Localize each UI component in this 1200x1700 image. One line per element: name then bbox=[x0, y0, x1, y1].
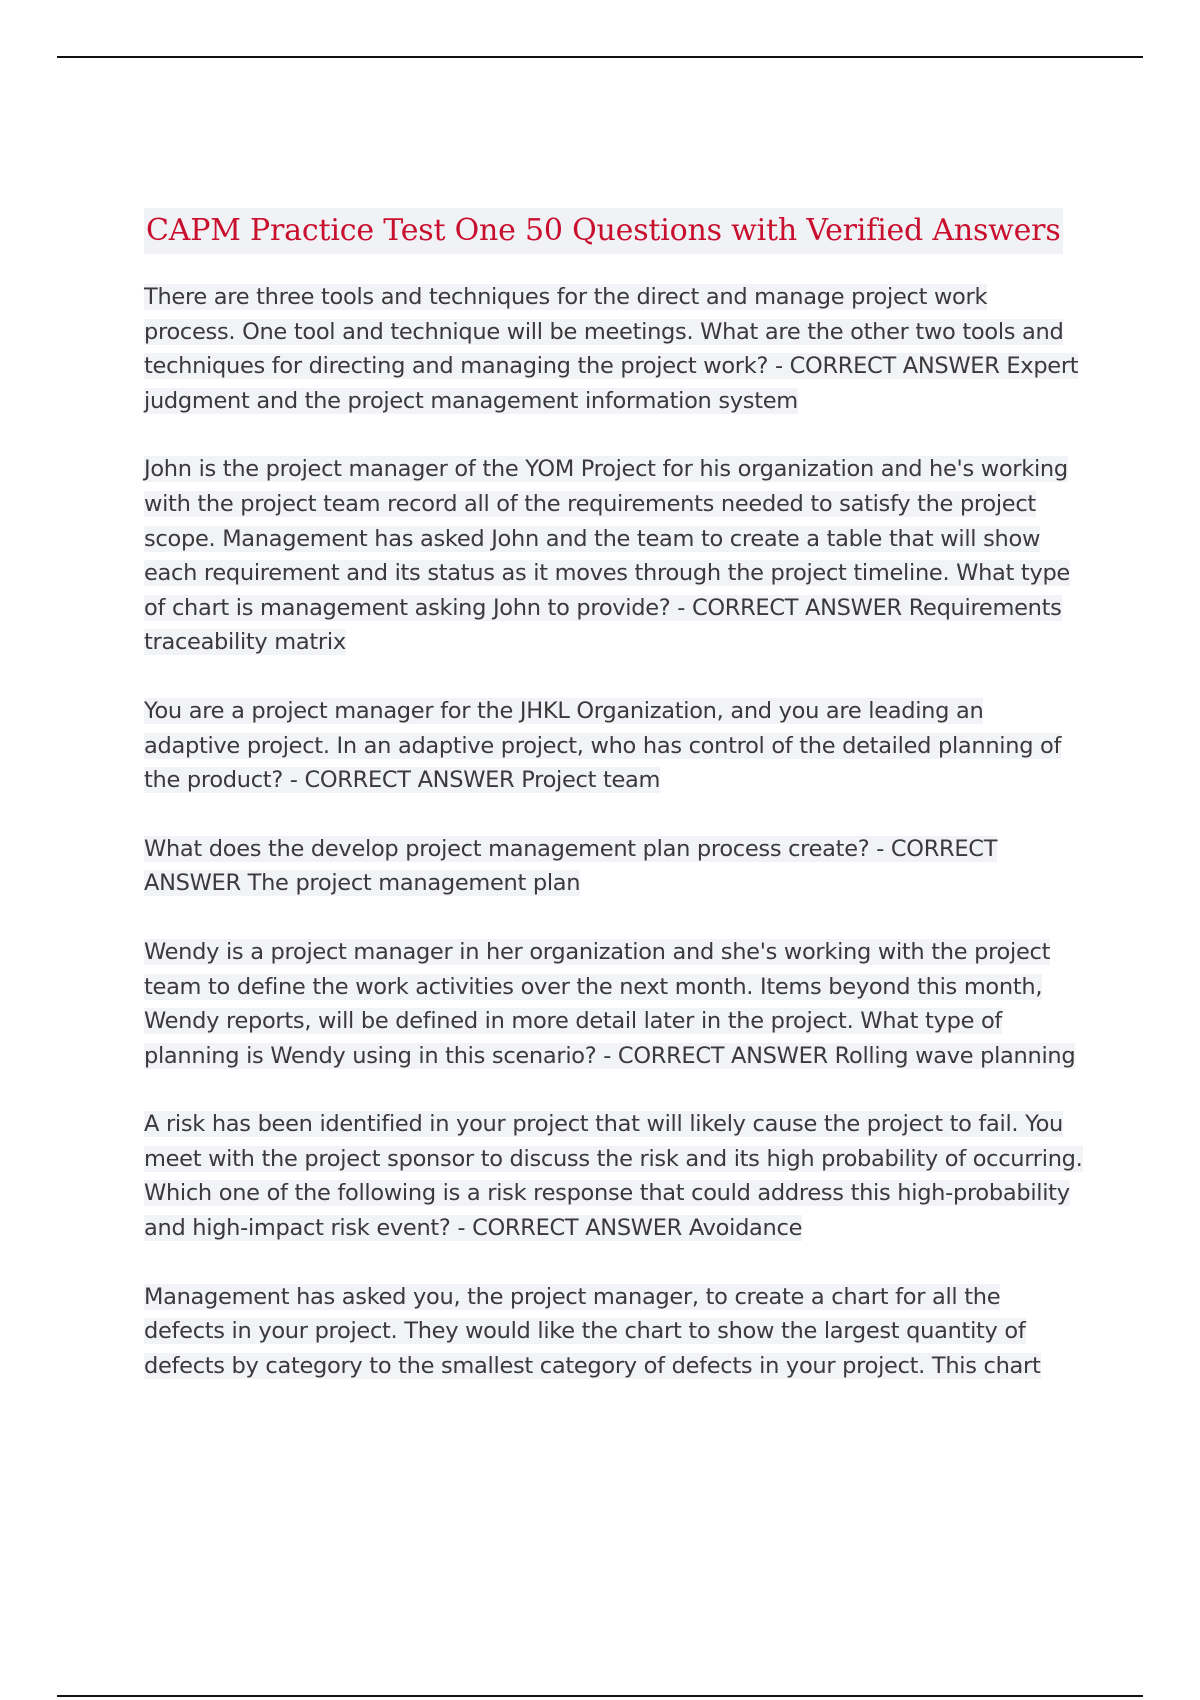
qa-entry-4 bbox=[144, 832, 1084, 901]
qa-entry-2 bbox=[144, 452, 1084, 660]
qa-entry-7 bbox=[144, 1280, 1084, 1384]
qa-text: There are three tools and techniques for the direct and manage project work process. One tool and technique will be meetings. What are the other two tools and techniques for directing and managing the project work? - CORRECT ANSWER Expert judgment and the project management information system bbox=[144, 284, 1079, 414]
qa-entry-6 bbox=[144, 1107, 1084, 1245]
qa-text: You are a project manager for the JHKL Organization, and you are leading an adaptive project. In an adaptive project, who has control of the detailed planning of the product? - CORRECT ANSWER Project team bbox=[144, 697, 1062, 794]
document-body bbox=[144, 208, 1084, 1417]
bottom-rule bbox=[57, 1695, 1143, 1697]
qa-text: What does the develop project management plan process create? - CORRECT ANSWER The project management plan bbox=[144, 835, 998, 897]
qa-text: John is the project manager of the YOM Project for his organization and he's working with the project team record all of the requirements needed to satisfy the project scope. Management has asked John and the team to create a table that will show each requirement and its status as it moves through the project timeline. What type of chart is management asking John to provide? - CORRECT ANSWER Requirements traceability matrix bbox=[144, 456, 1070, 656]
qa-entry-1 bbox=[144, 280, 1084, 418]
document-title: CAPM Practice Test One 50 Questions with Verified Answers bbox=[144, 208, 1063, 254]
qa-entry-3 bbox=[144, 694, 1084, 798]
qa-text: Wendy is a project manager in her organization and she's working with the project team to define the work activities over the next month. Items beyond this month, Wendy reports, will be defined in more detail later in the project. What type of planning is Wendy using in this scenario? - CORRECT ANSWER Rolling wave planning bbox=[144, 938, 1076, 1069]
qa-text: A risk has been identified in your project that will likely cause the project to fail. You meet with the project sponsor to discuss the risk and its high probability of occurring. Which one of the following is a risk response that could address this high-probability and high-impact risk event? - CORRECT ANSWER Avoidance bbox=[144, 1111, 1083, 1242]
qa-entry-5 bbox=[144, 935, 1084, 1073]
qa-text: Management has asked you, the project manager, to create a chart for all the defects in your project. They would like the chart to show the largest quantity of defects by category to the smallest category of defects in your project. This chart bbox=[144, 1283, 1041, 1379]
top-rule bbox=[57, 56, 1143, 58]
